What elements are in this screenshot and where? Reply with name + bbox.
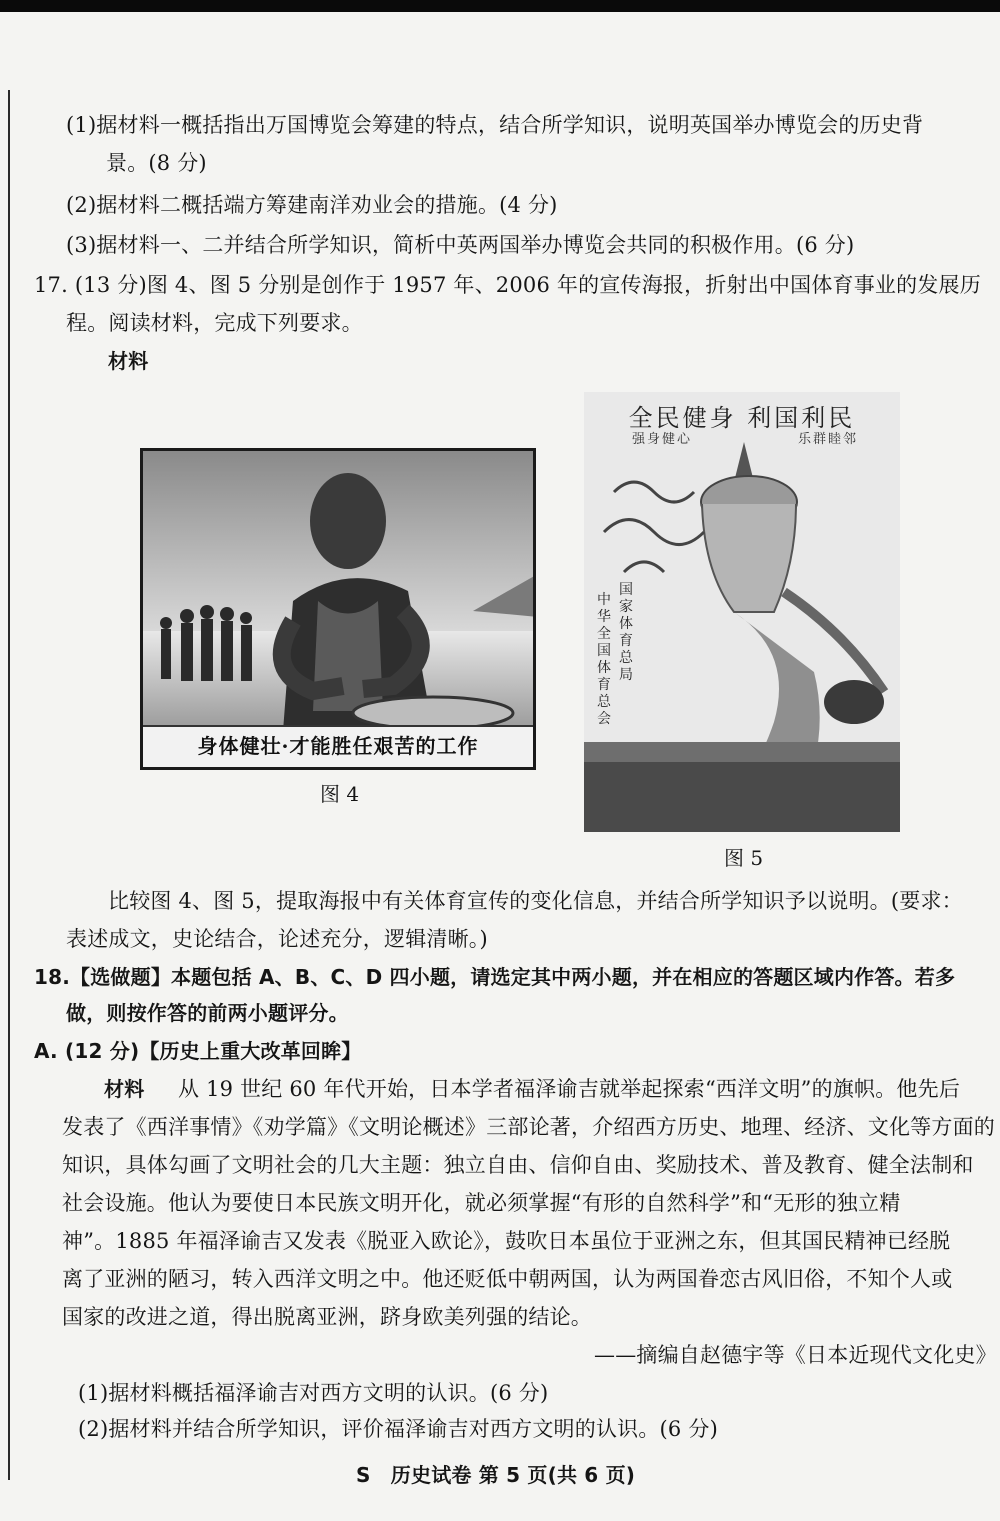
q17-task-line1: 比较图 4、图 5，提取海报中有关体育宣传的变化信息，并结合所学知识予以说明。(要求： [108,889,963,913]
figure-5-org-1: 国家体育总局 [619,582,633,683]
q18a-material-line1: 从 19 世纪 60 年代开始，日本学者福泽谕吉就举起探索“西洋文明”的旗帜。他先后 [178,1077,961,1101]
q18a-subq2: (2)据材料并结合所学知识，评价福泽谕吉对西方文明的认识。(6 分) [78,1417,718,1441]
q18a-source: ——摘编自赵德宇等《日本近现代文化史》 [594,1343,997,1367]
q18a-material-line6: 离了亚洲的陋习，转入西洋文明之中。他还贬低中朝两国，认为两国眷恋古风旧俗，不知个人或 [62,1267,953,1291]
figure-4-caption: 图 4 [320,782,360,806]
q18a-material-line4: 社会设施。他认为要使日本民族文明开化，就必须掌握“有形的自然科学”和“无形的独立精 [62,1191,901,1215]
q17-task-line2: 表述成文，史论结合，论述充分，逻辑清晰。) [66,927,488,951]
q18-stem-line2: 做，则按作答的前两小题评分。 [66,1001,349,1025]
q17-material-label: 材料 [108,349,149,373]
q18a-material-line3: 知识，具体勾画了文明社会的几大主题：独立自由、信仰自由、奖励技术、普及教育、健全法制和 [62,1153,974,1177]
q17-stem-line1: 17. (13 分)图 4、图 5 分别是创作于 1957 年、2006 年的宣传海报，折射出中国体育事业的发展历 [34,273,981,297]
q17-stem-line2: 程。阅读材料，完成下列要求。 [66,311,363,335]
q18a-material-line5: 神”。1885 年福泽谕吉又发表《脱亚入欧论》，鼓吹日本虽位于亚洲之东，但其国民精神已经脱 [62,1229,951,1253]
q16-subq3: (3)据材料一、二并结合所学知识，简析中英两国举办博览会共同的积极作用。(6 分) [66,233,855,257]
q18a-material-line2: 发表了《西洋事情》《劝学篇》《文明论概述》三部论著，介绍西方历史、地理、经济、文化等方面的 [62,1115,995,1139]
figure-5-poster [584,392,900,832]
q18a-material-label: 材料 [104,1077,145,1101]
q18a-material-line7: 国家的改进之道，得出脱离亚洲，跻身欧美列强的结论。 [62,1305,592,1329]
q18-stem-line1: 18.【选做题】本题包括 A、B、C、D 四小题，请选定其中两小题，并在相应的答题区域内作答。若多 [34,965,956,989]
figure-4-illustration [143,451,536,733]
page-footer: S 历史试卷 第 5 页(共 6 页) [356,1463,636,1487]
figure-5-subtitle-left: 强身健心 [632,432,693,447]
figure-5-org-2: 中华全国体育总会 [597,592,611,727]
q18a-subq1: (1)据材料概括福泽谕吉对西方文明的认识。(6 分) [78,1381,549,1405]
q16-subq2: (2)据材料二概括端方筹建南洋劝业会的措施。(4 分) [66,193,558,217]
scan-top-edge [0,0,1000,12]
figure-5-title: 全民健身 利国利民 [628,404,856,432]
figure-4-slogan: 身体健壮·才能胜任艰苦的工作 [143,725,533,767]
q16-subq1-line1: (1)据材料一概括指出万国博览会筹建的特点，结合所学知识，说明英国举办博览会的历史背 [66,113,924,137]
q16-subq1-line2: 景。(8 分) [106,151,207,175]
binding-rule [8,90,10,1480]
figure-5-caption: 图 5 [724,846,764,870]
q18a-heading: A. (12 分)【历史上重大改革回眸】 [34,1039,362,1063]
figure-5-subtitle-right: 乐群睦邻 [798,432,859,447]
figure-4-poster [140,448,536,770]
